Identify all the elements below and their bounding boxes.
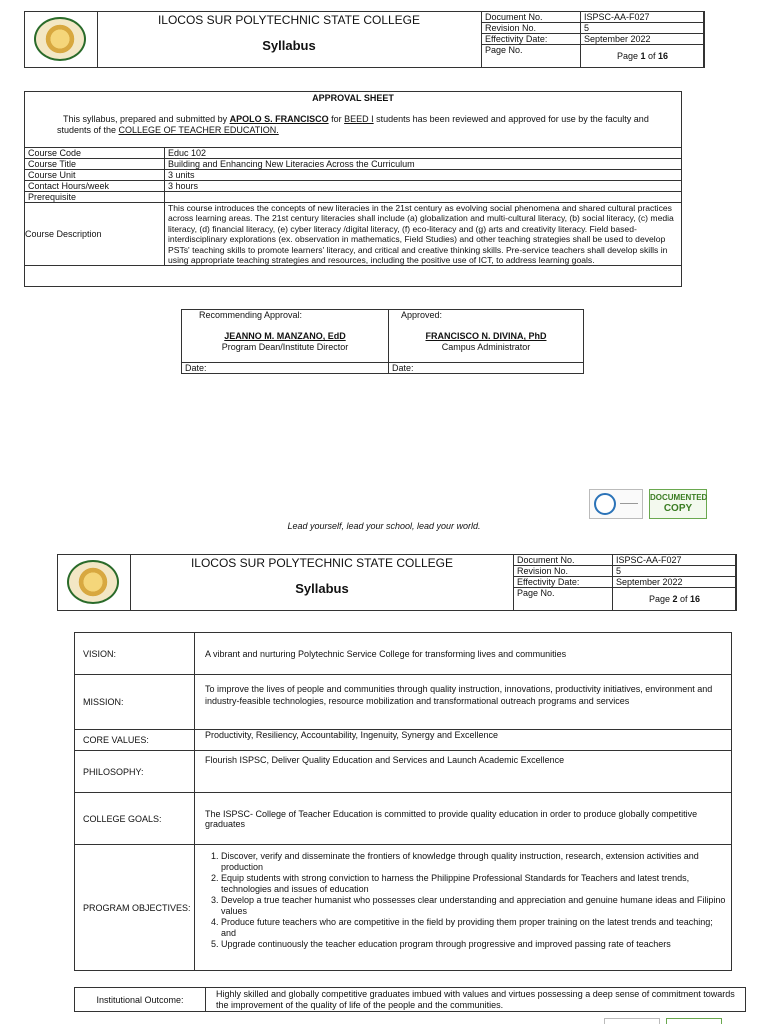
table-row: Prerequisite <box>25 192 682 203</box>
page-counter: Page 2 of 16 <box>613 588 737 611</box>
doc-meta-table <box>513 554 737 611</box>
program-objectives <box>195 845 732 971</box>
footer-motto: Lead yourself, lead your school, lead your world. <box>287 521 481 531</box>
core-values-label: CORE VALUES: <box>75 730 195 751</box>
list-item: 2. Equip students with strong conviction to harness the Philippine Professional Standards for Teachers and latest trends, technologies and issues of education <box>221 873 728 895</box>
recommender-name: JEANNO M. MANZANO, EdD <box>224 331 346 341</box>
io-text: Highly skilled and globally competitive graduates imbued with values and virtues possessing a deep sense of commitment towards the improvement of the quality of life of the people and the communities. <box>206 988 746 1012</box>
core-values-text: Productivity, Resiliency, Accountability, Ingenuity, Synergy and Excellence <box>195 730 732 751</box>
approved-cell: Approved: FRANCISCO N. DIVINA, PhD Campus Administrator <box>389 310 584 363</box>
table-row <box>75 730 732 751</box>
table-row <box>75 633 732 675</box>
io-label: Institutional Outcome: <box>75 988 206 1012</box>
table-row <box>75 988 746 1012</box>
doc-no-label: Document No. <box>482 12 581 23</box>
doc-no: ISPSC-AA-F027 <box>581 12 705 23</box>
logo-cell <box>25 12 98 67</box>
eff-date: September 2022 <box>581 34 705 45</box>
doc-no: ISPSC-AA-F027 <box>613 555 737 566</box>
mission-text: To improve the lives of people and communities through quality instruction, innovations, productivity initiatives, environment and industry-feasible technologies, resource mobilization and transformational outreach programs and services <box>195 675 732 730</box>
college-goals-label: COLLEGE GOALS: <box>75 793 195 845</box>
list-item: 1. Discover, verify and disseminate the frontiers of knowledge through quality instruction, research, extension activities and production <box>221 851 728 873</box>
page-label: Page No. <box>514 588 613 611</box>
iso-cert-icon <box>594 493 616 515</box>
philosophy-text: Flourish ISPSC, Deliver Quality Education and Services and Launch Academic Excellence <box>195 751 732 793</box>
date-field: Date: <box>389 363 584 374</box>
doc-title: Syllabus <box>295 581 349 596</box>
recommender-title: Program Dean/Institute Director <box>221 342 349 352</box>
college-seal-icon <box>67 560 119 604</box>
rev-no: 5 <box>581 23 705 34</box>
table-row <box>75 675 732 730</box>
vmgo-table <box>74 632 732 971</box>
list-item: 4. Produce future teachers who are competitive in the field by providing them proper training on the latest trends and teaching; and <box>221 917 728 939</box>
approver-name: FRANCISCO N. DIVINA, PhD <box>425 331 547 341</box>
mission-label: MISSION: <box>75 675 195 730</box>
header-page-2 <box>57 554 736 611</box>
table-row <box>25 203 682 266</box>
vision-label: VISION: <box>75 633 195 675</box>
approver-title: Campus Administrator <box>441 342 531 352</box>
college-name: ILOCOS SUR POLYTECHNIC STATE COLLEGE <box>190 556 454 570</box>
course-description: This course introduces the concepts of new literacies in the 21st century as evolving social phenomena and shared cultural practices across learning areas. The 21st century literacies shall include (a) globalization and multi-cultural literacy, (b) social literacy, (c) media literacy, (d) financial literacy, (e) cyber literacy /digital literacy, (f) eco-literacy and (g) arts and creativity literacy. Field based-interdisciplinary explorations (ex. observation in mathematics, Field Studies) and other teaching strategies shall be used to develop PSTs' teaching skills to promote learners' literacy, and critical and creative thinking skills. Pre-service teachers shall develop skills in using appropriate teaching strategies and resources, including the positive use of ICT, to address learning goals. <box>165 203 682 266</box>
approval-sheet <box>24 91 682 287</box>
desc-label: Course Description <box>25 203 165 266</box>
recommending-cell: Recommending Approval: JEANNO M. MANZANO, EdD Program Dean/Institute Director <box>182 310 389 363</box>
eff-date: September 2022 <box>613 577 737 588</box>
date-field: Date: <box>182 363 389 374</box>
list-item: 3. Develop a true teacher humanist who possesses clear understanding and appreciation and genuine humane ideas and Filipino values <box>221 895 728 917</box>
logo-cell <box>58 555 131 610</box>
documented-copy-stamp: DOCUMENTED COPY <box>649 489 707 519</box>
signature-table <box>181 309 584 374</box>
doc-title: Syllabus <box>262 38 316 53</box>
doc-no-label: Document No. <box>514 555 613 566</box>
table-row: Course Title Building and Enhancing New Literacies Across the Curriculum <box>25 159 682 170</box>
eff-label: Effectivity Date: <box>514 577 613 588</box>
table-row <box>75 793 732 845</box>
page-counter: Page 1 of 16 <box>581 45 705 68</box>
rev-label: Revision No. <box>482 23 581 34</box>
table-row <box>75 751 732 793</box>
approval-statement: This syllabus, prepared and submitted by APOLO S. FRANCISCO for BEED I students has been reviewed and approved for use by the faculty and students of the COLLEGE OF TEACHER EDUCATION. <box>57 114 649 135</box>
table-row: Contact Hours/week 3 hours <box>25 181 682 192</box>
vision-text: A vibrant and nurturing Polytechnic Service College for transforming lives and communities <box>195 633 732 675</box>
eff-label: Effectivity Date: <box>482 34 581 45</box>
certification-badges <box>589 489 707 519</box>
college-name: ILOCOS SUR POLYTECHNIC STATE COLLEGE <box>157 13 421 27</box>
page-label: Page No. <box>482 45 581 68</box>
certification-badges-partial <box>604 1018 722 1024</box>
rev-label: Revision No. <box>514 566 613 577</box>
institutional-outcome-table <box>74 987 746 1012</box>
doc-meta-table <box>481 11 705 68</box>
table-row: Course Code Educ 102 <box>25 148 682 159</box>
list-item: 5. Upgrade continuously the teacher education program through progressive and improved passing rate of teachers <box>221 939 728 950</box>
college-seal-icon <box>34 17 86 61</box>
philosophy-label: PHILOSOPHY: <box>75 751 195 793</box>
header-page-1 <box>24 11 704 68</box>
iso-badge <box>589 489 643 519</box>
program-objectives-label: PROGRAM OBJECTIVES: <box>75 845 195 971</box>
college-goals-text: The ISPSC- College of Teacher Education is committed to provide quality education in order to produce globally competitive graduates <box>195 793 732 845</box>
rev-no: 5 <box>613 566 737 577</box>
approval-heading: APPROVAL SHEET <box>312 93 394 103</box>
table-row: Course Unit 3 units <box>25 170 682 181</box>
table-row <box>75 845 732 971</box>
course-info-table <box>24 147 682 266</box>
